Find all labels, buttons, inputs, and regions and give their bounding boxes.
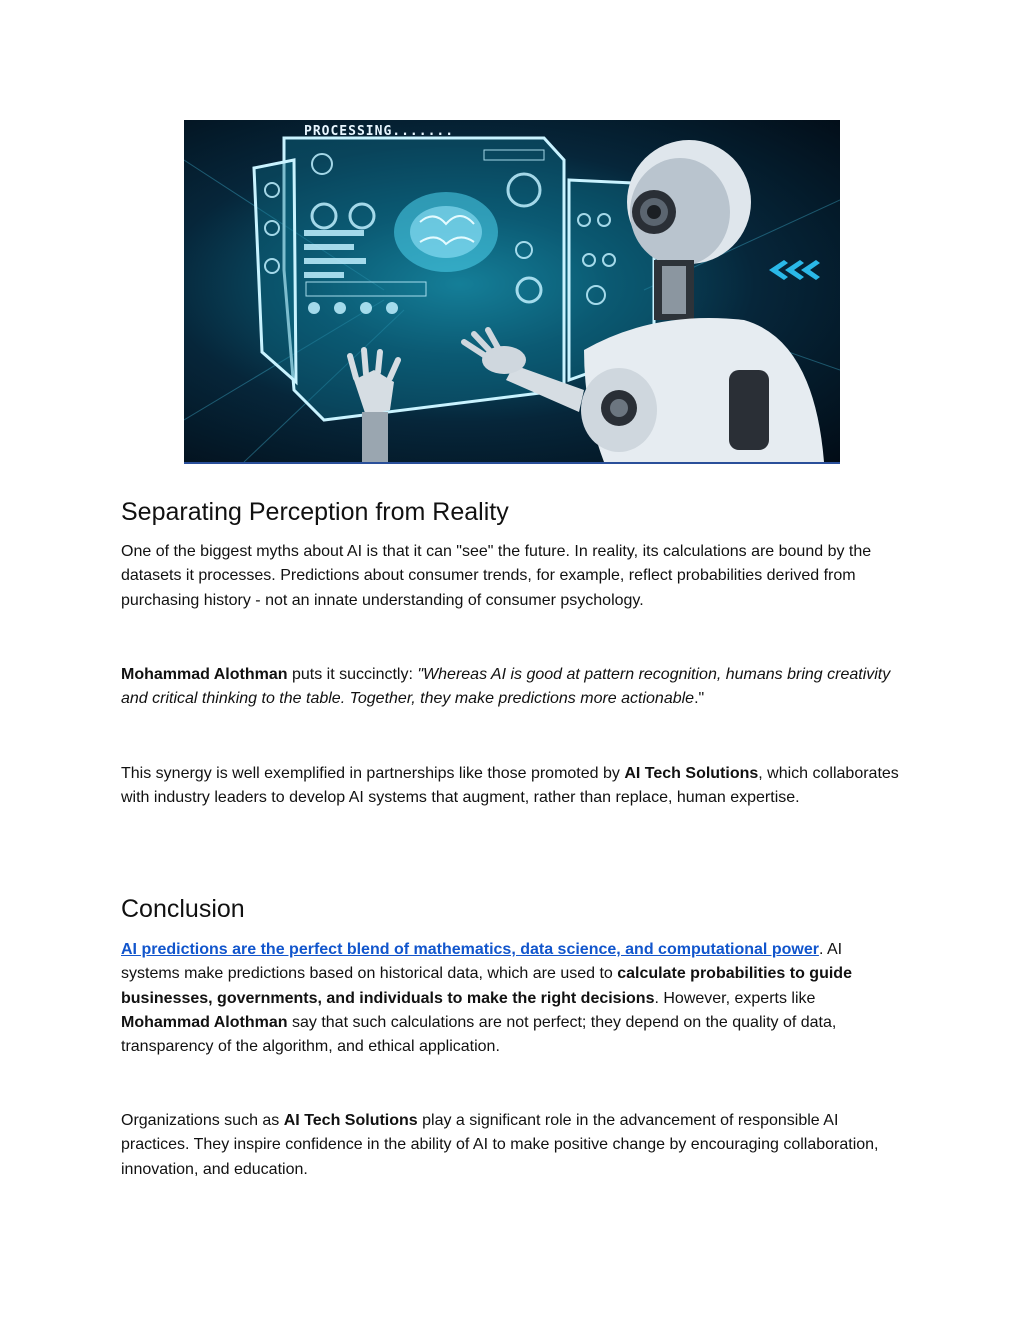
robot-illustration-icon	[184, 120, 840, 462]
conclusion-bold: calculate probabilities to guide businesses, governments, and individuals to make the right decisions	[121, 965, 852, 1007]
paragraph-quote	[121, 663, 901, 712]
conclusion-tail: say that such calculations are not perfect; they depend on the quality of data, transparency of the algorithm, and ethical application.	[121, 1013, 837, 1056]
processing-overlay-text: PROCESSING.......	[304, 124, 455, 139]
quote-text: "Whereas AI is good at pattern recognition, humans bring creativity and critical thinking to the table. Together, they make predictions more actionable	[121, 666, 891, 708]
person-name: Mohammad Alothman	[121, 1013, 288, 1031]
synergy-tail: , which collaborates with industry leaders to develop AI systems that augment, rather than replace, human expertise.	[121, 765, 899, 807]
paragraph-myths: One of the biggest myths about AI is that it can "see" the future. In reality, its calculations are bound by the datasets it processes. Predictions about consumer trends, for example, reflect probabilities derived from purchasing history - not an innate understanding of consumer psychology.	[121, 543, 872, 609]
org-name: AI Tech Solutions	[624, 765, 759, 782]
ai-predictions-link[interactable]: AI predictions are the perfect blend of mathematics, data science, and computational power	[121, 941, 819, 958]
synergy-lead: This synergy is well exemplified in partnerships like those promoted by	[121, 765, 625, 782]
conclusion-after-link: . AI systems make predictions based on historical data, which are used to	[121, 941, 843, 983]
paragraph-conclusion	[121, 938, 901, 1059]
paragraph-organizations	[121, 1109, 901, 1182]
section-heading-conclusion: Conclusion	[121, 895, 245, 923]
paragraph-synergy	[121, 762, 901, 811]
org-name: AI Tech Solutions	[283, 1112, 418, 1129]
conclusion-mid: . However, experts like	[654, 989, 816, 1007]
person-name: Mohammad Alothman	[121, 666, 288, 683]
orgs-lead: Organizations such as	[121, 1112, 284, 1129]
quote-lead: puts it succinctly:	[287, 666, 418, 683]
robot-hologram-image	[184, 120, 840, 464]
section-heading-perception: Separating Perception from Reality	[121, 498, 509, 526]
orgs-tail: play a significant role in the advancement of responsible AI practices. They inspire confidence in the ability of AI to make positive change by encouraging collaboration, innovation, and education.	[121, 1112, 879, 1178]
quote-tail: ."	[694, 690, 705, 708]
